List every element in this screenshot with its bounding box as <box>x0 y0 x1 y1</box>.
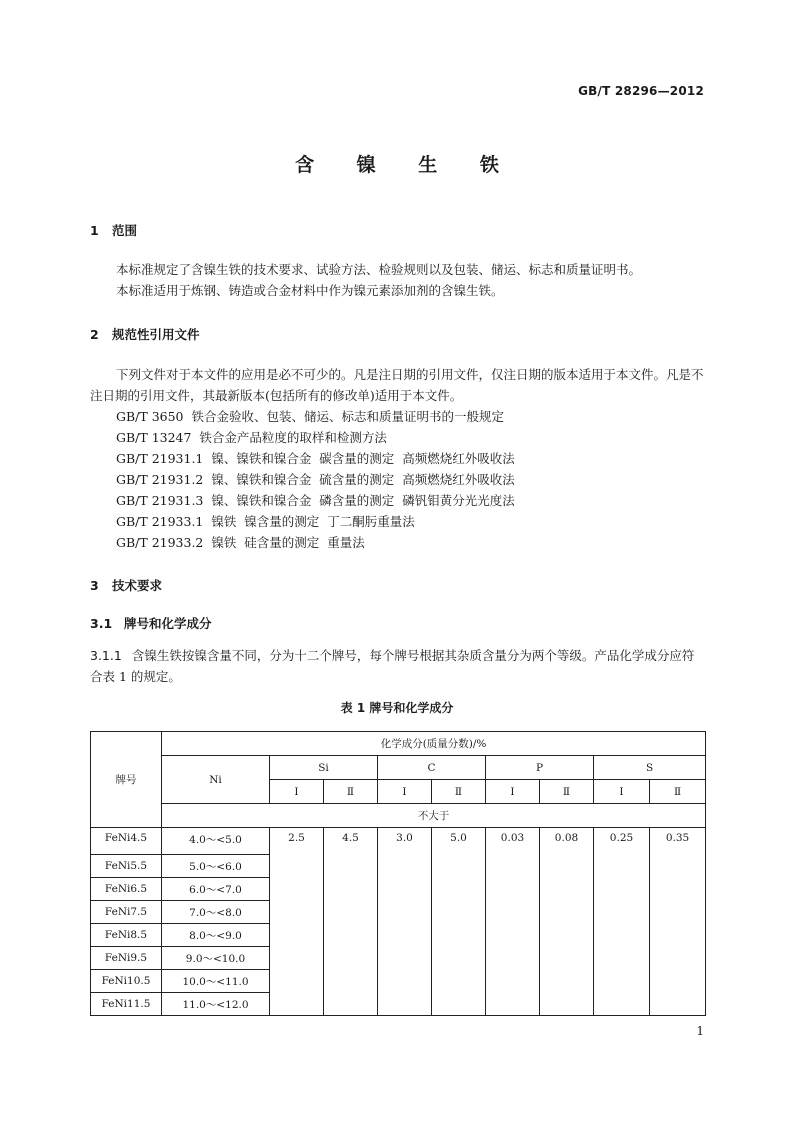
level-header: Ⅱ <box>324 780 378 804</box>
reference-item: GB/T 21931.3 镍、镍铁和镍合金 磷含量的测定 磷钒钼黄分光光度法 <box>116 493 515 508</box>
limit-c-1: 3.0 <box>378 828 432 1016</box>
table-caption: 表 1 牌号和化学成分 <box>340 701 454 715</box>
level-header: Ⅰ <box>594 780 650 804</box>
grade-cell: FeNi5.5 <box>91 855 162 878</box>
grade-cell: FeNi11.5 <box>91 993 162 1016</box>
section-3-1-number: 3.1 <box>90 616 113 631</box>
limit-s-1: 0.25 <box>594 828 650 1016</box>
composition-table <box>90 731 706 1016</box>
element-header-c: C <box>378 756 486 780</box>
table-row <box>91 828 706 855</box>
ni-range-cell: 5.0～<6.0 <box>162 855 270 878</box>
level-header: Ⅰ <box>270 780 324 804</box>
reference-item: GB/T 21933.1 镍铁 镍含量的测定 丁二酮肟重量法 <box>116 514 415 529</box>
grade-cell: FeNi7.5 <box>91 901 162 924</box>
level-header: Ⅱ <box>432 780 486 804</box>
ni-range-cell: 7.0～<8.0 <box>162 901 270 924</box>
limit-s-2: 0.35 <box>650 828 706 1016</box>
limit-si-2: 4.5 <box>324 828 378 1016</box>
section-2-number: 2 <box>90 327 99 342</box>
grade-cell: FeNi8.5 <box>91 924 162 947</box>
element-header-s: S <box>594 756 706 780</box>
section-2-heading <box>90 325 200 343</box>
limit-c-2: 5.0 <box>432 828 486 1016</box>
ni-header: Ni <box>162 756 270 804</box>
page-number: 1 <box>696 1024 704 1038</box>
section-2-intro: 下列文件对于本文件的应用是必不可少的。凡是注日期的引用文件，仅注日期的版本适用于本文件。凡是不注日期的引用文件，其最新版本(包括所有的修改单)适用于本文件。 <box>90 367 704 403</box>
document-title: 含 镍 生 铁 <box>295 154 517 176</box>
section-1-number: 1 <box>90 223 99 238</box>
reference-item: GB/T 13247 铁合金产品粒度的取样和检测方法 <box>116 430 387 445</box>
clause-text: 含镍生铁按镍含量不同，分为十二个牌号，每个牌号根据其杂质含量分为两个等级。产品化学成分应符合表 1 的规定。 <box>90 648 695 684</box>
limit-p-1: 0.03 <box>486 828 540 1016</box>
grade-cell: FeNi9.5 <box>91 947 162 970</box>
element-header-p: P <box>486 756 594 780</box>
ni-range-cell: 11.0～<12.0 <box>162 993 270 1016</box>
grade-header: 牌号 <box>91 732 162 828</box>
section-1-paragraph: 本标准适用于炼钢、铸造或合金材料中作为镍元素添加剂的含镍生铁。 <box>116 283 504 298</box>
level-header: Ⅱ <box>650 780 706 804</box>
clause-3-1-1 <box>90 645 705 687</box>
composition-header: 化学成分(质量分数)/% <box>162 732 706 756</box>
level-header: Ⅱ <box>540 780 594 804</box>
level-header: Ⅰ <box>378 780 432 804</box>
reference-item: GB/T 21931.1 镍、镍铁和镍合金 碳含量的测定 高频燃烧红外吸收法 <box>116 451 515 466</box>
ni-range-cell: 9.0～<10.0 <box>162 947 270 970</box>
clause-number: 3.1.1 <box>90 648 122 663</box>
ni-range-cell: 6.0～<7.0 <box>162 878 270 901</box>
reference-item: GB/T 3650 铁合金验收、包装、储运、标志和质量证明书的一般规定 <box>116 409 504 424</box>
section-3-1-heading <box>90 614 212 632</box>
section-2-title: 规范性引用文件 <box>112 327 200 342</box>
reference-item: GB/T 21933.2 镍铁 硅含量的测定 重量法 <box>116 535 365 550</box>
not-greater-than-label: 不大于 <box>162 804 706 828</box>
limit-p-2: 0.08 <box>540 828 594 1016</box>
ni-range-cell: 4.0～<5.0 <box>162 828 270 855</box>
element-header-si: Si <box>270 756 378 780</box>
grade-cell: FeNi6.5 <box>91 878 162 901</box>
section-3-heading <box>90 576 162 594</box>
reference-item: GB/T 21931.2 镍、镍铁和镍合金 硫含量的测定 高频燃烧红外吸收法 <box>116 472 515 487</box>
section-1-paragraph: 本标准规定了含镍生铁的技术要求、试验方法、检验规则以及包装、储运、标志和质量证明书。 <box>116 262 642 277</box>
section-3-number: 3 <box>90 578 99 593</box>
section-1-heading <box>90 221 137 239</box>
level-header: Ⅰ <box>486 780 540 804</box>
ni-range-cell: 10.0～<11.0 <box>162 970 270 993</box>
section-3-1-title: 牌号和化学成分 <box>124 616 212 631</box>
grade-cell: FeNi4.5 <box>91 828 162 855</box>
limit-si-1: 2.5 <box>270 828 324 1016</box>
ni-range-cell: 8.0～<9.0 <box>162 924 270 947</box>
section-1-title: 范围 <box>112 223 138 238</box>
section-3-title: 技术要求 <box>112 578 163 593</box>
standard-code: GB/T 28296—2012 <box>578 84 704 98</box>
grade-cell: FeNi10.5 <box>91 970 162 993</box>
